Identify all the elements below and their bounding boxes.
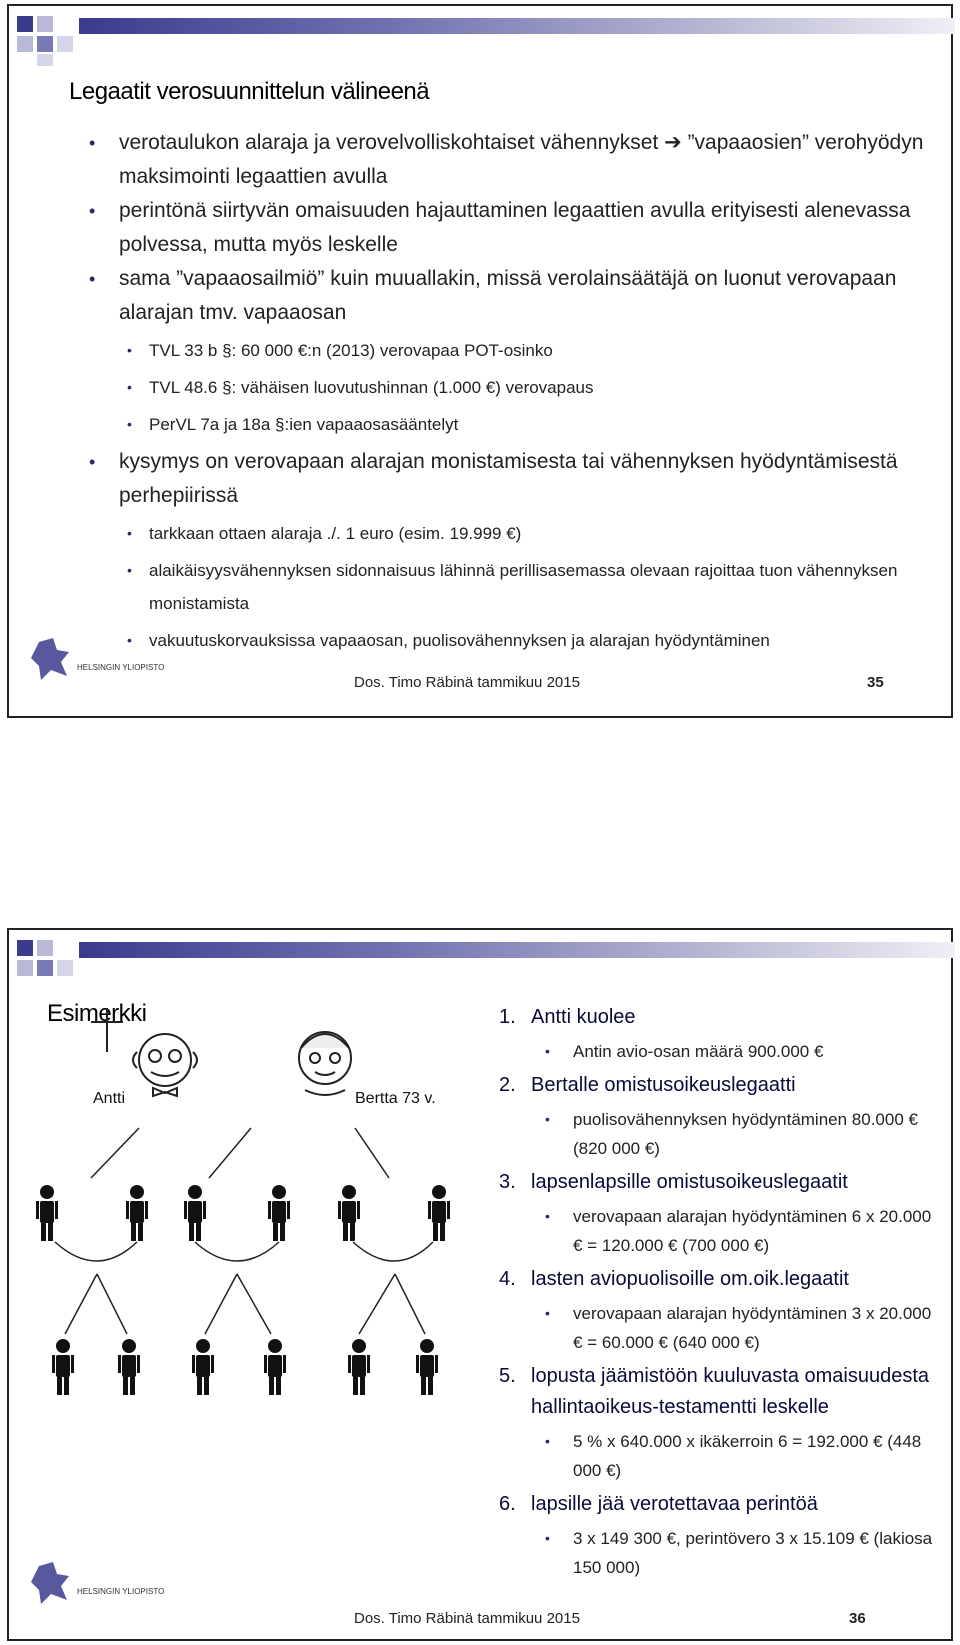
sub-bullet-item: • PerVL 7a ja 18a §:ien vapaaosasääntelyt bbox=[75, 408, 945, 441]
footer-text: Dos. Timo Räbinä tammikuu 2015 bbox=[354, 674, 580, 691]
step-item: 6. lapsille jää verotettavaa perintöä bbox=[499, 1493, 818, 1515]
svg-text:HELSINGIN YLIOPISTO: HELSINGIN YLIOPISTO bbox=[77, 1587, 165, 1596]
slide-title: Esimerkki bbox=[47, 1000, 147, 1027]
person-icon bbox=[192, 1339, 214, 1395]
slide-title: Legaatit verosuunnittelun välineenä bbox=[69, 78, 430, 105]
page-number: 36 bbox=[849, 1610, 866, 1627]
step-sub-item: • verovapaan alarajan hyödyntäminen 6 x 20.000 € = 120.000 € (700 000 €) bbox=[499, 1202, 939, 1260]
step-item: 2. Bertalle omistusoikeuslegaatti bbox=[499, 1074, 796, 1096]
bullet-item: • sama ”vapaaosailmiö” kuin muuallakin, missä verolainsäätäjä on luonut verovapaan alarajan tmv. vapaaosan bbox=[75, 262, 945, 330]
page-number: 35 bbox=[867, 674, 884, 691]
step-sub-item: • 5 % x 640.000 x ikäkerroin 6 = 192.000 € (448 000 €) bbox=[499, 1427, 939, 1485]
family-tree-diagram bbox=[9, 930, 479, 1570]
cross-icon bbox=[91, 1008, 123, 1052]
person-icon bbox=[36, 1185, 58, 1241]
person-icon bbox=[184, 1185, 206, 1241]
sub-bullet-item: • tarkkaan ottaen alaraja ./. 1 euro (esim. 19.999 €) bbox=[75, 517, 945, 550]
label-bertta: Bertta 73 v. bbox=[355, 1090, 436, 1107]
step-sub-item: • puolisovähennyksen hyödyntäminen 80.000 € (820 000 €) bbox=[499, 1105, 939, 1163]
sub-bullet-item: • alaikäisyysvähennyksen sidonnaisuus lähinnä perillisasemassa olevaan rajoittaa tuon vähennyksen monistamista bbox=[75, 554, 945, 620]
slide-35 bbox=[7, 4, 953, 718]
step-item: 5. lopusta jäämistöön kuuluvasta omaisuudesta hallintaoikeus-testamentti leskelle bbox=[499, 1365, 930, 1418]
slide-36 bbox=[7, 928, 953, 1641]
person-icon bbox=[268, 1185, 290, 1241]
person-icon bbox=[416, 1339, 438, 1395]
sub-bullet-item: • TVL 33 b §: 60 000 €:n (2013) verovapaa POT-osinko bbox=[75, 334, 945, 367]
person-icon bbox=[52, 1339, 74, 1395]
bullet-list bbox=[75, 126, 945, 661]
sub-bullet-item: • TVL 48.6 §: vähäisen luovutushinnan (1.000 €) verovapaus bbox=[75, 371, 945, 404]
university-logo bbox=[31, 636, 165, 684]
header-decoration bbox=[9, 6, 955, 66]
university-logo bbox=[31, 1560, 165, 1608]
grandfather-face-icon bbox=[133, 1034, 197, 1096]
sub-bullet-item: • vakuutuskorvauksissa vapaaosan, puolisovähennyksen ja alarajan hyödyntäminen bbox=[75, 624, 945, 657]
person-icon bbox=[338, 1185, 360, 1241]
step-sub-item: • verovapaan alarajan hyödyntäminen 3 x 20.000 € = 60.000 € (640 000 €) bbox=[499, 1299, 939, 1357]
bullet-item: • verotaulukon alaraja ja verovelvolliskohtaiset vähennykset ➔ ”vapaaosien” verohyödyn maksimointi legaattien avulla bbox=[75, 126, 945, 194]
label-antti: Antti bbox=[93, 1090, 126, 1107]
step-item: 3. lapsenlapsille omistusoikeuslegaatit bbox=[499, 1171, 848, 1193]
step-sub-item: • 3 x 149 300 €, perintövero 3 x 15.109 € (lakiosa 150 000) bbox=[499, 1524, 939, 1582]
bullet-item: • perintönä siirtyvän omaisuuden hajauttaminen legaattien avulla erityisesti alenevassa polvessa, mutta myös leskelle bbox=[75, 194, 945, 262]
step-sub-item: • Antin avio-osan määrä 900.000 € bbox=[499, 1037, 939, 1066]
bullet-item: • kysymys on verovapaan alarajan monistamisesta tai vähennyksen hyödyntämisestä perhepiirissä bbox=[75, 445, 945, 513]
person-icon bbox=[118, 1339, 140, 1395]
person-icon bbox=[348, 1339, 370, 1395]
footer-text: Dos. Timo Räbinä tammikuu 2015 bbox=[354, 1610, 580, 1627]
person-icon bbox=[126, 1185, 148, 1241]
grandmother-face-icon bbox=[299, 1032, 351, 1095]
person-icon bbox=[428, 1185, 450, 1241]
steps-list bbox=[499, 1000, 939, 1586]
svg-text:HELSINGIN YLIOPISTO: HELSINGIN YLIOPISTO bbox=[77, 663, 165, 672]
person-icon bbox=[264, 1339, 286, 1395]
step-item: 1. Antti kuolee bbox=[499, 1006, 636, 1028]
step-item: 4. lasten aviopuolisoille om.oik.legaatit bbox=[499, 1268, 849, 1290]
